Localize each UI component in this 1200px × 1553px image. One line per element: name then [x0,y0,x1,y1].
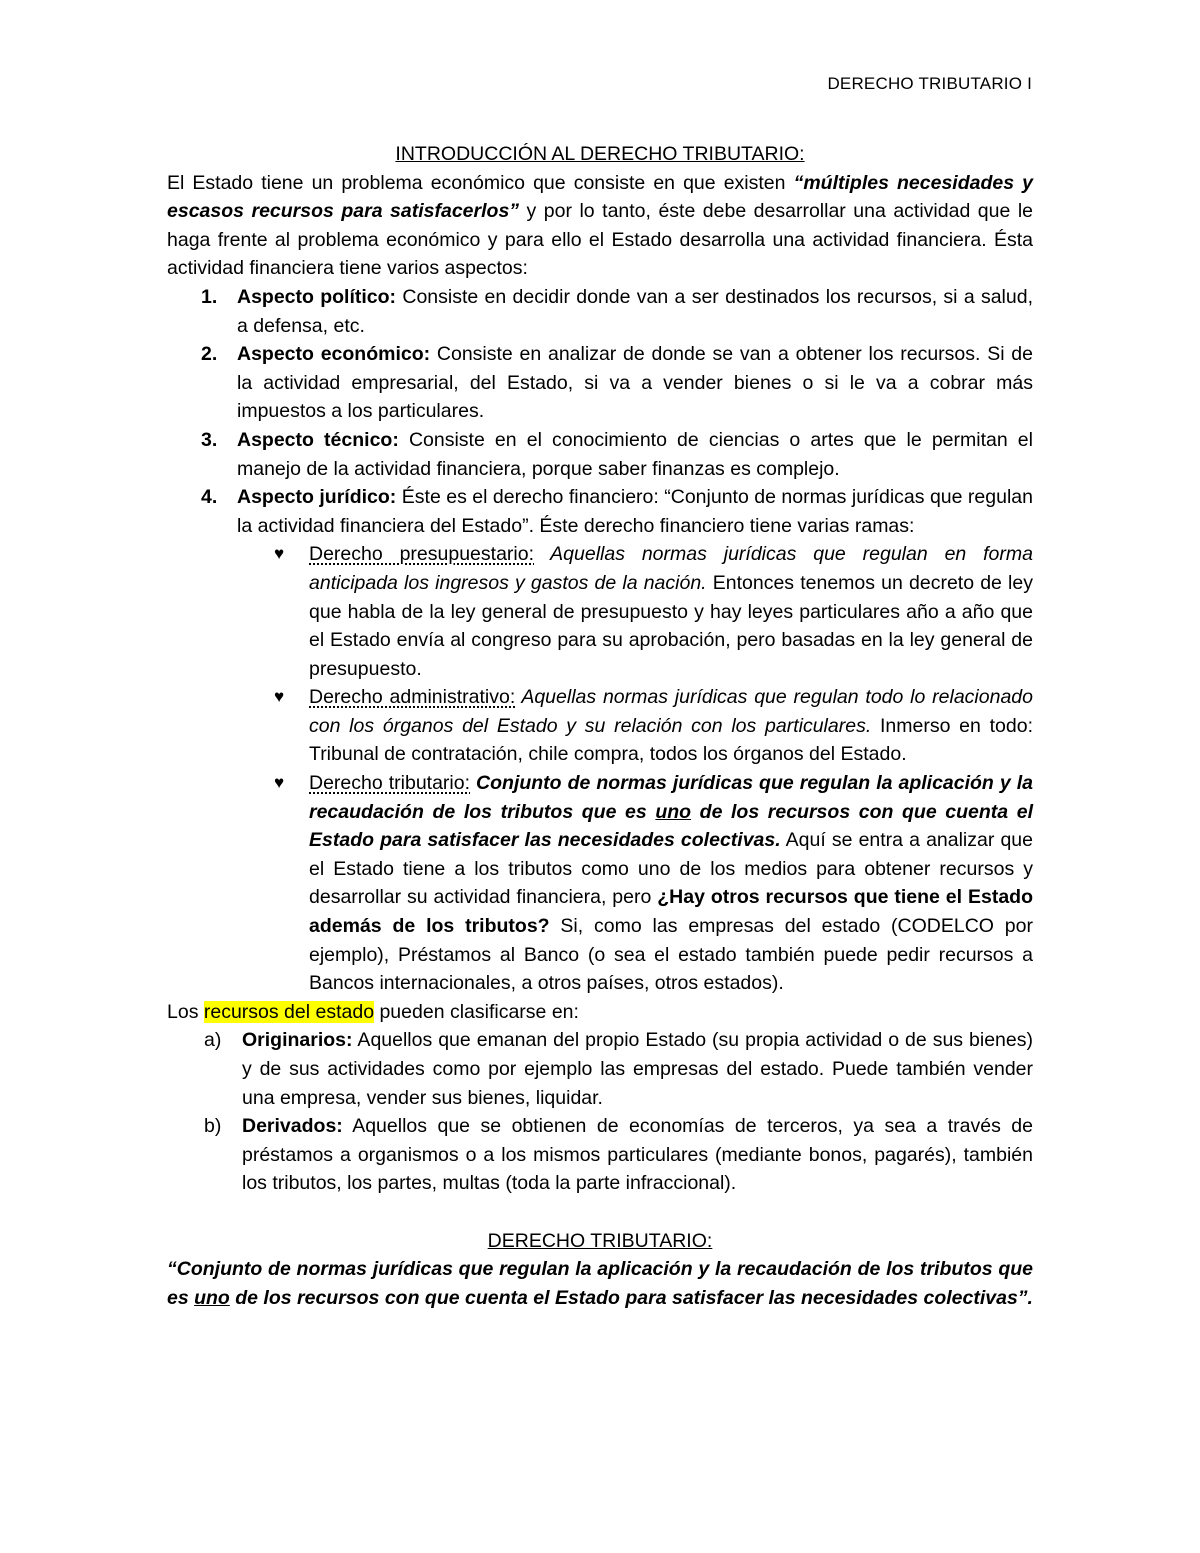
aspect-item: 2. Aspecto económico: Consiste en analizar de donde se van a obtener los recursos. Si de la actividad empresarial, del Estado, si va a vender bienes o si le va a cobrar más impuestos a los particulares. [201,343,1033,423]
highlighted-text: recursos del estado [203,1000,375,1023]
branch-item: ♥ Derecho tributario: Conjunto de normas jurídicas que regulan la aplicación y la recaudación de los tributos que es uno de los recursos con que cuenta el Estado para satisfacer las necesidades colectivas. Aquí se entra a analizar que el Estado tiene a los tributos como uno de los medios para obtener recursos y desarrollar su actividad financiera, pero ¿Hay otros recursos que tiene el Estado además de los tributos? Si, como las empresas del estado (CODELCO por ejemplo), Préstamos al Banco (o sea el estado también puede pedir recursos a Bancos internacionales, a otros países, otros estados). [167,769,1033,998]
branch-item: ♥ Derecho presupuestario: Aquellas normas jurídicas que regulan en forma anticipada los ingresos y gastos de la nación. Entonces tenemos un decreto de ley que habla de la ley general de presupuesto y hay leyes particulares año a año que el Estado envía al congreso para su aprobación, pero basadas en la ley general de presupuesto. [167,540,1033,683]
section-title-derecho-tributario: DERECHO TRIBUTARIO: [487,1229,713,1252]
intro-paragraph: El Estado tiene un problema económico que consiste en que existen “múltiples necesidades y escasos recursos para satisfacerlos” y por lo tanto, éste debe desarrollar una actividad que le haga frente al problema económico y para ello el Estado desarrolla una actividad financiera. Ésta actividad financiera tiene varios aspectos: [167,171,1034,280]
branches-list [167,540,1033,998]
aspect-item: 4. Aspecto jurídico: Éste es el derecho financiero: “Conjunto de normas jurídicas que regulan la actividad financiera del Estado”. Éste derecho financiero tiene varias ramas: ♥ Derecho presupuestario: Aquellas normas jurídicas que regulan en forma anticipada los ingresos y gastos de la nación. Entonces tenemos un decreto de ley que habla de la ley general de presupuesto y hay leyes particulares año a año que el Estado envía al congreso para su aprobación, pero basadas en la ley general de presupuesto. ♥ Derecho administrativo: Aquellas normas jurídicas que regulan todo lo relacionado con los órganos del Estado y su relación con los particulares. Inmerso en todo: Tribunal de contratación, chile compra, todos los órganos del Estado. ♥ Derecho tributario: Conjunto de normas jurídicas que regulan la aplicación y la recaudación de los tributos que es uno de los recursos con que cuenta el Estado para satisfacer las necesidades colectivas. Aquí se entra a analizar que el Estado tiene a los tributos como uno de los medios para obtener recursos y desarrollar su actividad financiera, pero ¿Hay otros recursos que tiene el Estado además de los tributos? Si, como las empresas del estado (CODELCO por ejemplo), Préstamos al Banco (o sea el estado también puede pedir recursos a Bancos internacionales, a otros países, otros estados). [167,483,1033,998]
heart-bullet-icon: ♥ [274,773,285,793]
section-title-introduccion: INTRODUCCIÓN AL DERECHO TRIBUTARIO: [395,143,805,165]
aspect-item: 1. Aspecto político: Consiste en decidir donde van a ser destinados los recursos, si a salud, a defensa, etc. [201,285,1033,337]
heart-bullet-icon: ♥ [274,687,285,707]
page-header: DERECHO TRIBUTARIO I [827,74,1032,93]
branch-item: ♥ Derecho administrativo: Aquellas normas jurídicas que regulan todo lo relacionado con los órganos del Estado y su relación con los particulares. Inmerso en todo: Tribunal de contratación, chile compra, todos los órganos del Estado. [167,683,1033,769]
aspects-list [167,283,1033,998]
aspect-item: 3. Aspecto técnico: Consiste en el conocimiento de ciencias o artes que le permitan el manejo de la actividad financiera, porque saber finanzas es complejo. [201,428,1033,480]
definition-paragraph: “Conjunto de normas jurídicas que regulan la aplicación y la recaudación de los tributos que es uno de los recursos con que cuenta el Estado para satisfacer las necesidades colectivas”. [167,1258,1033,1309]
resource-item: b) Derivados: Aquellos que se obtienen de economías de terceros, ya sea a través de préstamos a organismos o a los mismos particulares (mediante bonos, pagarés), también los tributos, los partes, multas (toda la parte infraccional). [204,1115,1033,1195]
resources-list [167,1026,1033,1198]
document-body [167,140,1033,1312]
heart-bullet-icon: ♥ [274,544,285,564]
intro-quote: “múltiples necesidades y escasos recursos para satisfacerlos” [167,171,1033,223]
resources-intro: Los recursos del estado pueden clasificarse en: [167,1000,579,1023]
resource-item: a) Originarios: Aquellos que emanan del propio Estado (su propia actividad o de sus bienes) y de sus actividades como por ejemplo las empresas del estado. Puede también vender una empresa, vender sus bienes, liquidar. [204,1029,1033,1109]
